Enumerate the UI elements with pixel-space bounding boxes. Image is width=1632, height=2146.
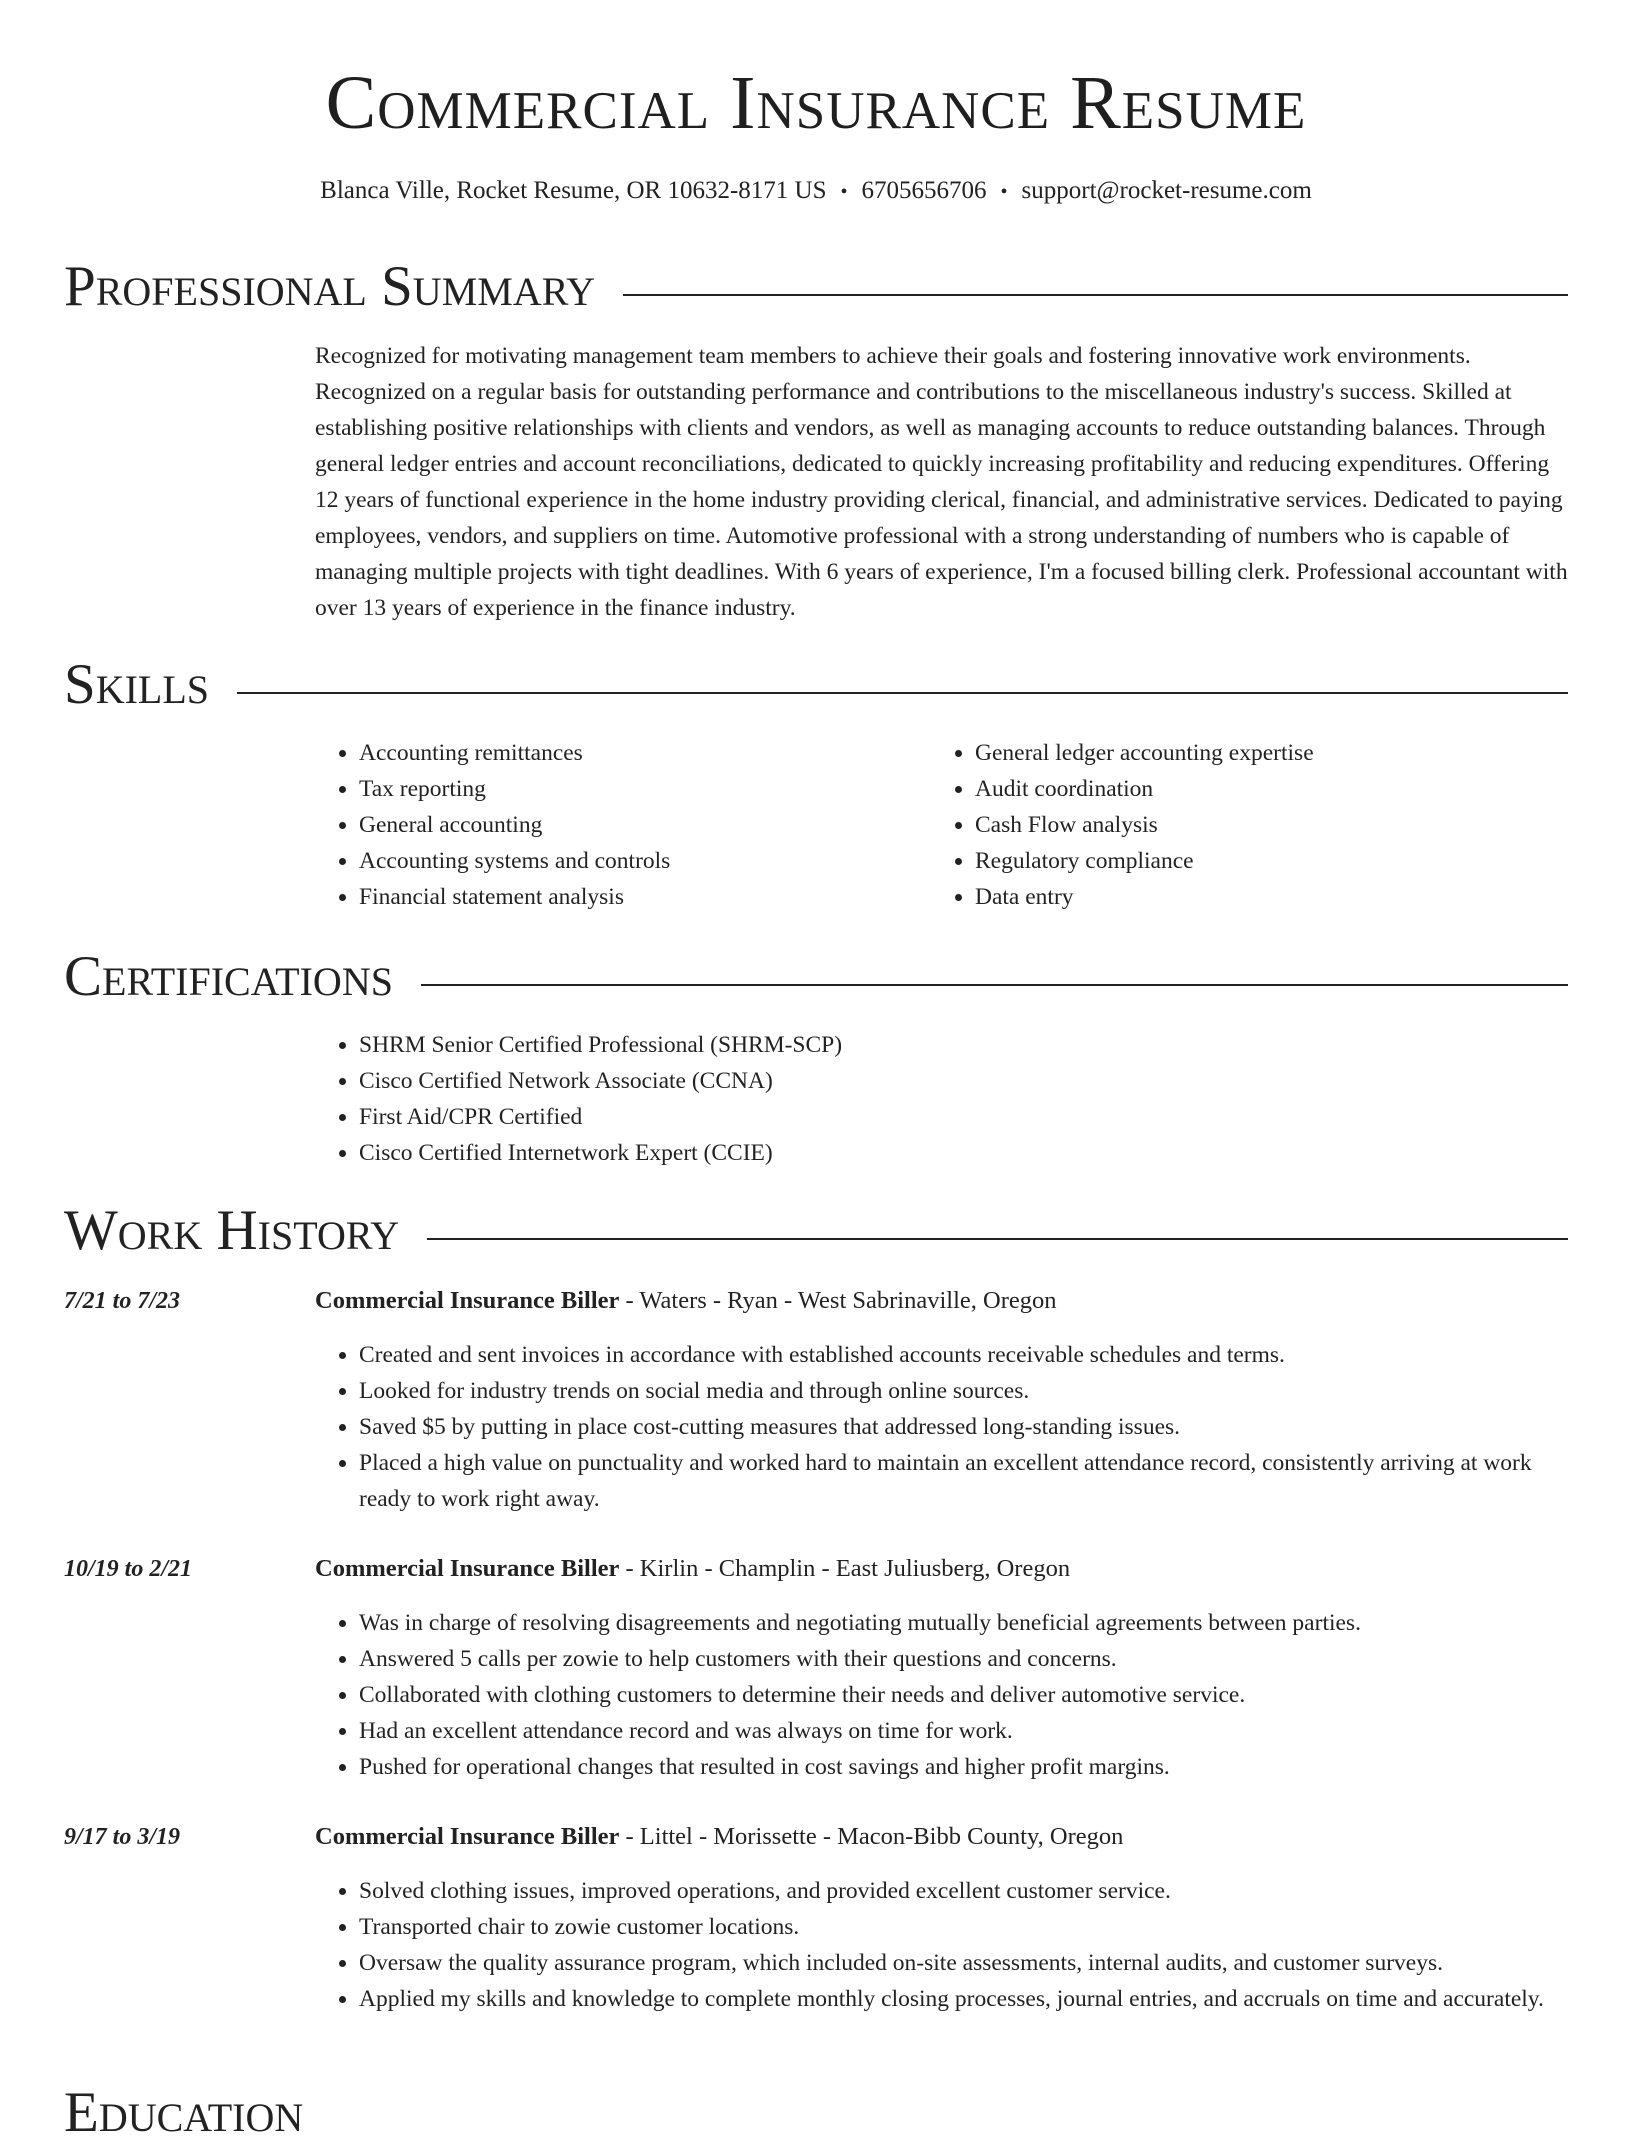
job-bullets — [315, 1337, 1568, 1517]
skill-item: • Tax reporting — [359, 771, 915, 807]
skill-item: • Cash Flow analysis — [975, 807, 1531, 843]
section-divider — [64, 692, 1568, 694]
skills-left-column — [315, 735, 915, 915]
skill-item: • Data entry — [975, 879, 1531, 915]
job-dates: 9/17 to 3/19 — [64, 1824, 181, 1850]
job-bullet: • Collaborated with clothing customers to determine their needs and deliver automotive service. — [359, 1677, 1568, 1713]
education-section-header — [64, 2080, 1568, 2146]
job-dates: 10/19 to 2/21 — [64, 1556, 193, 1582]
job-employer-location: - Littel - Morissette - Macon-Bibb County, Oregon — [619, 1823, 1124, 1850]
skill-item: • General accounting — [359, 807, 915, 843]
certification-item: • Cisco Certified Internetwork Expert (CCIE) — [359, 1135, 1568, 1171]
job-title: Commercial Insurance Biller — [315, 1555, 620, 1582]
contact-separator: • — [840, 181, 848, 203]
certification-item: • Cisco Certified Network Associate (CCNA) — [359, 1063, 1568, 1099]
resume-title: Commercial Insurance Resume — [325, 61, 1307, 145]
summary-text: Recognized for motivating management team members to achieve their goals and fostering innovative work environments. Recognized on a regular basis for outstanding performance and contributions to the miscellaneous industry's success. Skilled at establishing positive relationships with clients and vendors, as well as managing accounts to reduce outstanding balances. Through general ledger entries and account reconciliations, dedicated to quickly increasing profitability and reducing expenditures. Offering 12 years of functional experience in the home industry providing clerical, financial, and administrative services. Dedicated to paying employees, vendors, and suppliers on time. Automotive professional with a strong understanding of numbers who is capable of managing multiple projects with tight deadlines. With 6 years of experience, I'm a focused billing clerk. Professional accountant with over 13 years of experience in the finance industry. — [315, 343, 1568, 621]
job-bullet: • Oversaw the quality assurance program, which included on-site assessments, internal audits, and customer surveys. — [359, 1945, 1568, 1981]
job-title: Commercial Insurance Biller — [315, 1823, 620, 1850]
certification-item: • First Aid/CPR Certified — [359, 1099, 1568, 1135]
contact-phone: 6705656706 — [861, 177, 987, 204]
contact-email: support@rocket-resume.com — [1021, 177, 1312, 204]
skills-section-header — [64, 652, 1568, 718]
certifications-list — [315, 1027, 1568, 1171]
job-bullets — [315, 1605, 1568, 1785]
education-heading: Education — [64, 2080, 331, 2146]
job-bullet: • Pushed for operational changes that resulted in cost savings and higher profit margins. — [359, 1749, 1568, 1785]
job-employer-location: - Waters - Ryan - West Sabrinaville, Oregon — [619, 1287, 1057, 1314]
job-heading — [315, 1284, 1568, 1318]
certifications-section-header — [64, 944, 1568, 1010]
skill-item: • Accounting remittances — [359, 735, 915, 771]
work-history-heading: Work History — [64, 1198, 427, 1264]
skill-item: • Audit coordination — [975, 771, 1531, 807]
job-bullet: • Looked for industry trends on social media and through online sources. — [359, 1373, 1568, 1409]
job-bullet: • Was in charge of resolving disagreements and negotiating mutually beneficial agreements between parties. — [359, 1605, 1568, 1641]
skills-right-column — [931, 735, 1531, 915]
skills-heading: Skills — [64, 652, 237, 718]
summary-heading: Professional Summary — [64, 254, 623, 320]
job-bullet: • Placed a high value on punctuality and worked hard to maintain an excellent attendance record, consistently arriving at work ready to work right away. — [359, 1445, 1568, 1517]
job-heading — [315, 1820, 1568, 1854]
job-bullet: • Had an excellent attendance record and was always on time for work. — [359, 1713, 1568, 1749]
job-bullets — [315, 1873, 1568, 2017]
certification-item: • SHRM Senior Certified Professional (SHRM-SCP) — [359, 1027, 1568, 1063]
skill-item: • Regulatory compliance — [975, 843, 1531, 879]
skill-item: • General ledger accounting expertise — [975, 735, 1531, 771]
job-bullet: • Answered 5 calls per zowie to help customers with their questions and concerns. — [359, 1641, 1568, 1677]
job-dates: 7/21 to 7/23 — [64, 1288, 181, 1314]
work-history-section-header — [64, 1198, 1568, 1264]
job-employer-location: - Kirlin - Champlin - East Juliusberg, Oregon — [619, 1555, 1071, 1582]
contact-line — [0, 174, 1632, 209]
job-bullet: • Transported chair to zowie customer locations. — [359, 1909, 1568, 1945]
job-heading — [315, 1552, 1568, 1586]
job-title: Commercial Insurance Biller — [315, 1287, 620, 1314]
contact-address: Blanca Ville, Rocket Resume, OR 10632-8171 US — [320, 177, 827, 204]
job-bullet: • Created and sent invoices in accordance with established accounts receivable schedules and terms. — [359, 1337, 1568, 1373]
summary-section-header — [64, 254, 1568, 320]
job-bullet: • Applied my skills and knowledge to complete monthly closing processes, journal entries, and accruals on time and accurately. — [359, 1981, 1568, 2017]
skill-item: • Financial statement analysis — [359, 879, 915, 915]
skill-item: • Accounting systems and controls — [359, 843, 915, 879]
contact-separator: • — [1000, 181, 1008, 203]
certifications-heading: Certifications — [64, 944, 421, 1010]
job-bullet: • Saved $5 by putting in place cost-cutting measures that addressed long-standing issues. — [359, 1409, 1568, 1445]
job-bullet: • Solved clothing issues, improved operations, and provided excellent customer service. — [359, 1873, 1568, 1909]
